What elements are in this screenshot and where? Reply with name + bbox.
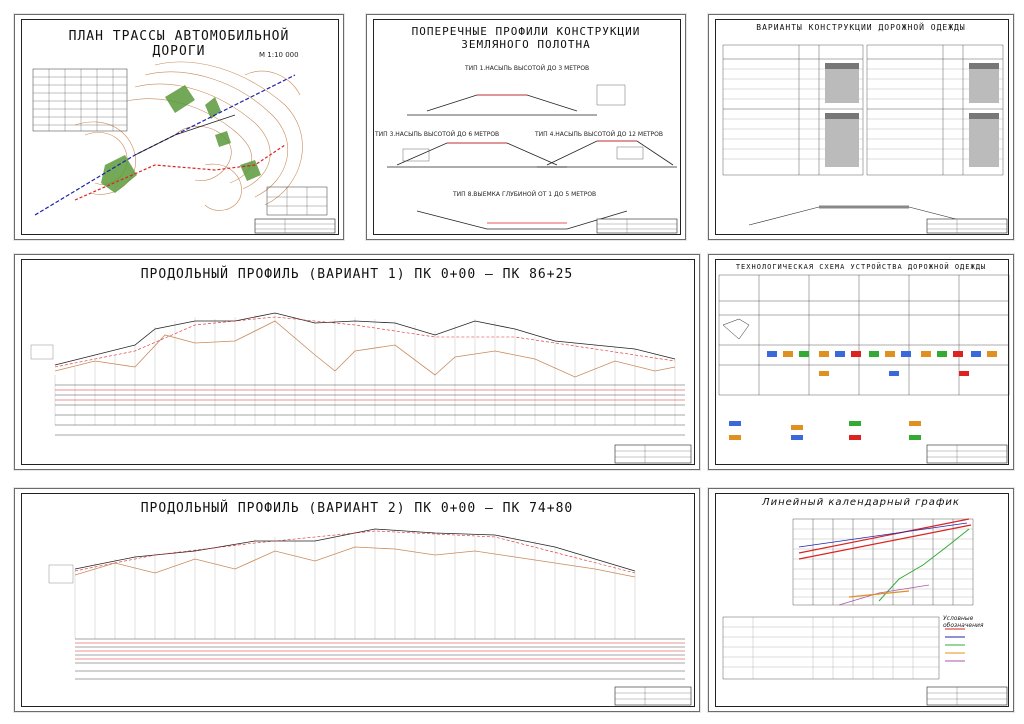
sheet-calendar-schedule[interactable] xyxy=(708,488,1014,712)
profile2-title: ПРОДОЛЬНЫЙ ПРОФИЛЬ (ВАРИАНТ 2) ПК 0+00 – ПК 74+80 xyxy=(140,501,574,516)
plan-drawing xyxy=(15,15,343,239)
calendar-title: Линейный календарный график xyxy=(762,497,960,508)
calendar-legend-title: Условные обозначения xyxy=(943,615,984,629)
pavement-title: ВАРИАНТЫ КОНСТРУКЦИИ ДОРОЖНОЙ ОДЕЖДЫ xyxy=(756,23,966,32)
cross-type-1: ТИП 1.НАСЫПЬ ВЫСОТОЙ ДО 3 МЕТРОВ xyxy=(465,65,590,72)
plan-title: ПЛАН ТРАССЫ АВТОМОБИЛЬНОЙ ДОРОГИ xyxy=(68,29,290,59)
sheet-profile-variant-2[interactable] xyxy=(14,488,700,712)
profile1-title: ПРОДОЛЬНЫЙ ПРОФИЛЬ (ВАРИАНТ 1) ПК 0+00 – ПК 86+25 xyxy=(140,267,574,282)
plan-scale: М 1:10 000 xyxy=(259,51,299,59)
sheet-tech-scheme[interactable] xyxy=(708,254,1014,470)
sheet-pavement-variants[interactable] xyxy=(708,14,1014,240)
cross-type-8: ТИП 8.ВЫЕМКА ГЛУБИНОЙ ОТ 1 ДО 5 МЕТРОВ xyxy=(453,191,597,198)
pavement-tables xyxy=(709,15,1013,239)
cross-type-3: ТИП 3.НАСЫПЬ ВЫСОТОЙ ДО 6 МЕТРОВ xyxy=(375,131,500,138)
profile1-drawing xyxy=(15,255,699,469)
cross-title: ПОПЕРЕЧНЫЕ ПРОФИЛИ КОНСТРУКЦИИ ЗЕМЛЯНОГО ПОЛОТНА xyxy=(411,25,641,51)
sheet-route-plan[interactable] xyxy=(14,14,344,240)
profile2-drawing xyxy=(15,489,699,711)
sheet-profile-variant-1[interactable] xyxy=(14,254,700,470)
tech-drawing xyxy=(709,255,1013,469)
cross-drawings xyxy=(367,15,685,239)
tech-title: ТЕХНОЛОГИЧЕСКАЯ СХЕМА УСТРОЙСТВА ДОРОЖНОЙ ОДЕЖДЫ xyxy=(735,263,987,271)
sheet-cross-profiles[interactable] xyxy=(366,14,686,240)
cross-type-4: ТИП 4.НАСЫПЬ ВЫСОТОЙ ДО 12 МЕТРОВ xyxy=(535,131,663,138)
calendar-drawing xyxy=(709,489,1013,711)
